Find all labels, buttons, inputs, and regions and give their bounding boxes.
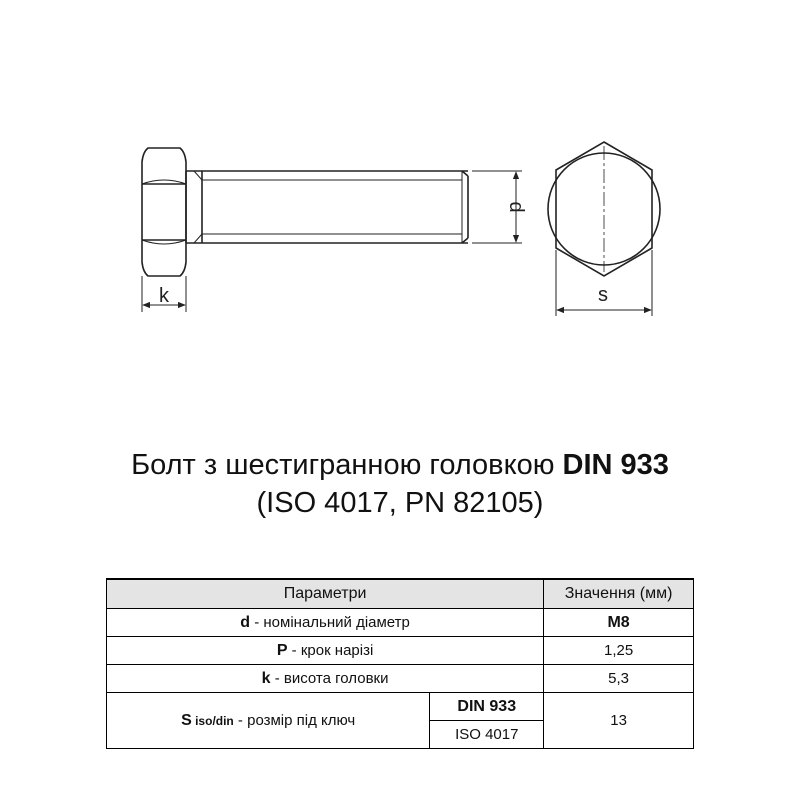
bolt-end-view	[548, 142, 660, 276]
param-symbol: k	[261, 669, 271, 687]
document-title	[0, 446, 800, 522]
param-cell	[107, 693, 430, 749]
title-main: Болт з шестигранною головкою	[131, 449, 563, 481]
bolt-side-view	[142, 148, 468, 276]
value-cell: 5,3	[544, 665, 694, 693]
param-description: - крок нарізі	[287, 641, 374, 659]
table-row-d	[107, 609, 694, 637]
table-row-p	[107, 637, 694, 665]
dimension-d-label: d	[505, 201, 527, 213]
dimension-s	[556, 250, 652, 316]
param-cell	[107, 665, 544, 693]
param-symbol: P	[276, 641, 288, 659]
dimension-k-label: k	[159, 285, 169, 307]
title-standard: DIN 933	[562, 449, 669, 481]
value-cell: 13	[544, 693, 694, 749]
standard-din-cell: DIN 933	[430, 693, 544, 721]
param-description: - розмір під ключ	[233, 711, 356, 729]
param-symbol: d	[240, 613, 251, 631]
param-description: - номінальний діаметр	[250, 613, 410, 631]
header-values: Значення (мм)	[544, 579, 694, 609]
title-line-2: (ISO 4017, PN 82105)	[256, 487, 544, 519]
value-cell: 1,25	[544, 637, 694, 665]
standard-iso-cell: ISO 4017	[430, 721, 544, 749]
table-header-row	[107, 579, 694, 609]
param-cell	[107, 609, 544, 637]
dimension-s-label: s	[598, 284, 608, 306]
value-cell: M8	[544, 609, 694, 637]
param-subscript: iso/din	[191, 713, 234, 728]
param-description: - висота головки	[270, 669, 389, 687]
table-row-s-din	[107, 693, 694, 721]
parameters-table	[106, 578, 694, 749]
param-symbol: S	[181, 711, 192, 729]
param-cell	[107, 637, 544, 665]
title-line-1	[0, 446, 800, 484]
table-row-k	[107, 665, 694, 693]
header-parameters: Параметри	[107, 579, 544, 609]
